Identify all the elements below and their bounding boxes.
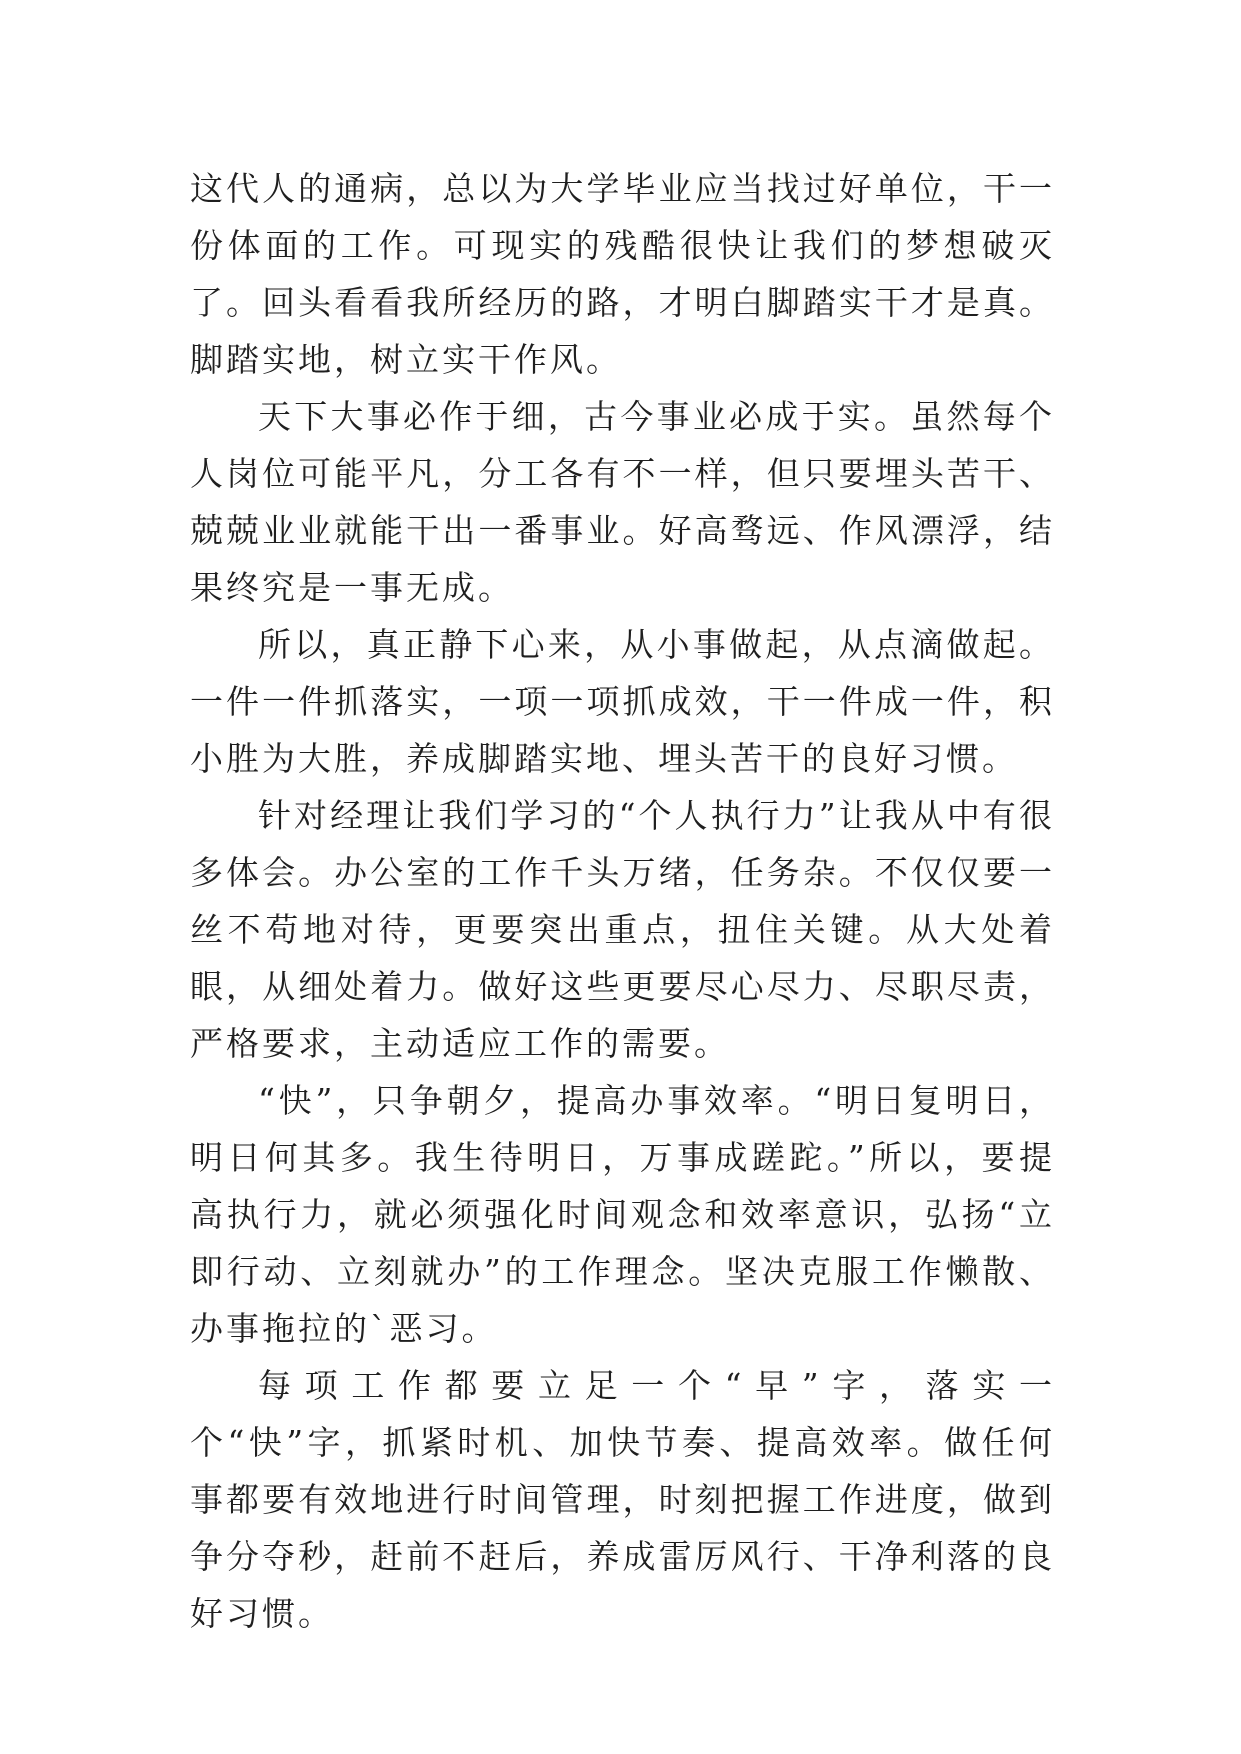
document-body (190, 160, 1055, 1642)
paragraph: 天下大事必作于细，古今事业必成于实。虽然每个人岗位可能平凡，分工各有不一样，但只要埋头苦干、兢兢业业就能干出一番事业。好高骛远、作风漂浮，结果终究是一事无成。 (190, 397, 1055, 607)
paragraph: “快”，只争朝夕，提高办事效率。“明日复明日，明日何其多。我生待明日，万事成蹉跎。”所以，要提高执行力，就必须强化时间观念和效率意识，弘扬“立即行动、立刻就办”的工作理念。坚决克服工作懒散、办事拖拉的`恶习。 (190, 1081, 1055, 1348)
paragraph: 每项工作都要立足一个“早”字，落实一个“快”字，抓紧时机、加快节奏、提高效率。做任何事都要有效地进行时间管理，时刻把握工作进度，做到争分夺秒，赶前不赶后，养成雷厉风行、干净利落的良好习惯。 (190, 1366, 1055, 1633)
paragraph-continued: 这代人的通病，总以为大学毕业应当找过好单位，干一份体面的工作。可现实的残酷很快让我们的梦想破灭了。回头看看我所经历的路，才明白脚踏实干才是真。脚踏实地，树立实干作风。 (190, 169, 1055, 379)
paragraph: 所以，真正静下心来，从小事做起，从点滴做起。一件一件抓落实，一项一项抓成效，干一件成一件，积小胜为大胜，养成脚踏实地、埋头苦干的良好习惯。 (190, 625, 1055, 778)
paragraph: 针对经理让我们学习的“个人执行力”让我从中有很多体会。办公室的工作千头万绪，任务杂。不仅仅要一丝不苟地对待，更要突出重点，扭住关键。从大处着眼，从细处着力。做好这些更要尽心尽力、尽职尽责，严格要求，主动适应工作的需要。 (190, 796, 1055, 1063)
